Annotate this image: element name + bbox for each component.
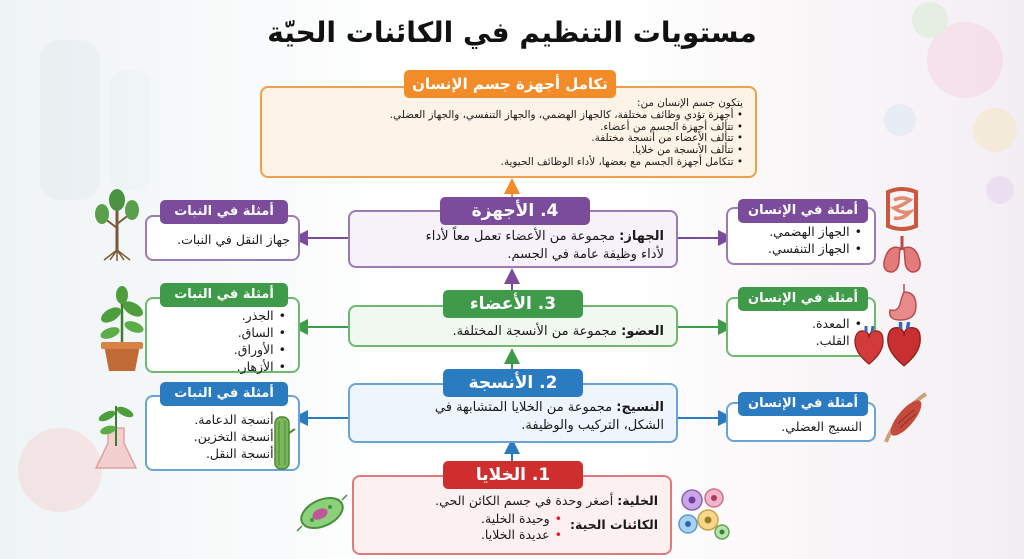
tissues-header: 2. الأنسجة — [443, 369, 583, 397]
plant-organ-item: • الجذر. — [155, 307, 286, 324]
systems-definition-line1: مجموعة من الأعضاء تعمل معاً لأداء — [425, 229, 615, 244]
plant-tissue-item: • أنسجة التخزين. — [155, 428, 286, 445]
integration-line: • تتألف الأعضاء من أنسجة مختلفة. — [591, 132, 743, 145]
cells-cluster-icon — [676, 486, 732, 542]
intestines-icon — [882, 186, 922, 232]
human-organ-item: • القلب. — [736, 332, 862, 349]
plant-organs-header: أمثلة في النبات — [160, 283, 288, 307]
page-title: مستويات التنظيم في الكائنات الحيّة — [267, 16, 757, 49]
human-tissue-item: النسيج العضلي. — [781, 419, 862, 434]
organism-type-item: • وحيدة الخلية. — [481, 511, 562, 527]
stomach-icon — [884, 282, 920, 322]
integration-box — [260, 86, 757, 178]
plant-stem-icon — [268, 415, 296, 471]
systems-definition-line2: لأداء وظيفة عامة في الجسم. — [507, 247, 664, 262]
organisms-term: الكائنات الحية: — [569, 517, 658, 532]
muscle-icon — [880, 390, 932, 448]
plant-tissue-item: • أنسجة النقل. — [155, 445, 286, 462]
plant-tree-icon — [92, 188, 142, 262]
integration-line: • تتألف أجهزة الجسم من أعضاء. — [600, 120, 743, 133]
organs-header: 3. الأعضاء — [443, 290, 583, 318]
plant-system-item: جهاز النقل في النبات. — [177, 232, 290, 247]
cells-definition: أصغر وحدة في جسم الكائن الحي. — [435, 493, 614, 508]
plant-tissue-item: • أنسجة الدعامة. — [155, 411, 286, 428]
integration-line: • تتكامل أجهزة الجسم مع بعضها، لأداء الوظائف الحيوية. — [500, 155, 743, 168]
plant-organs-box — [145, 297, 300, 373]
human-organs-header: أمثلة في الإنسان — [738, 287, 868, 311]
bacterium-icon — [296, 490, 348, 536]
heart-icon — [852, 326, 886, 366]
lungs-icon — [880, 234, 924, 274]
flask-icon — [90, 398, 142, 473]
plant-organ-item: • الأوراق. — [155, 341, 286, 358]
systems-header: 4. الأجهزة — [440, 197, 590, 225]
human-system-item: • الجهاز التنفسي. — [736, 240, 862, 257]
tissues-definition-line1: مجموعة من الخلايا المتشابهة في — [434, 400, 613, 415]
organism-type-item: • عديدة الخلايا. — [481, 527, 562, 543]
human-tissues-header: أمثلة في الإنسان — [738, 392, 868, 416]
cells-header: 1. الخلايا — [443, 461, 583, 489]
integration-line: يتكون جسم الإنسان من: — [636, 97, 743, 109]
integration-header: تكامل أجهزة جسم الإنسان — [404, 70, 616, 98]
systems-term: الجهاز: — [619, 229, 664, 244]
heart-icon — [884, 322, 924, 368]
human-system-item: • الجهاز الهضمي. — [736, 223, 862, 240]
tissues-definition-line2: الشكل، التركيب والوظيفة. — [521, 418, 664, 433]
organs-definition: مجموعة من الأنسجة المختلفة. — [452, 324, 618, 339]
plant-organ-item: • الأزهار. — [155, 358, 286, 375]
organs-term: العضو: — [621, 324, 664, 339]
plant-tissues-header: أمثلة في النبات — [160, 382, 288, 406]
human-organ-item: • المعدة. — [736, 315, 862, 332]
integration-line: • تتألف الأنسجة من خلايا. — [631, 144, 743, 157]
cells-term: الخلية: — [617, 493, 658, 508]
human-systems-header: أمثلة في الإنسان — [738, 199, 868, 223]
tissues-term: النسيج: — [616, 400, 664, 415]
potted-plant-icon — [95, 283, 150, 373]
integration-line: • أجهزة تؤدي وظائف مختلفة، كالجهاز الهضمي، والجهاز التنفسي، والجهاز العضلي. — [389, 108, 743, 121]
plant-organ-item: • الساق. — [155, 324, 286, 341]
plant-systems-header: أمثلة في النبات — [160, 200, 288, 224]
